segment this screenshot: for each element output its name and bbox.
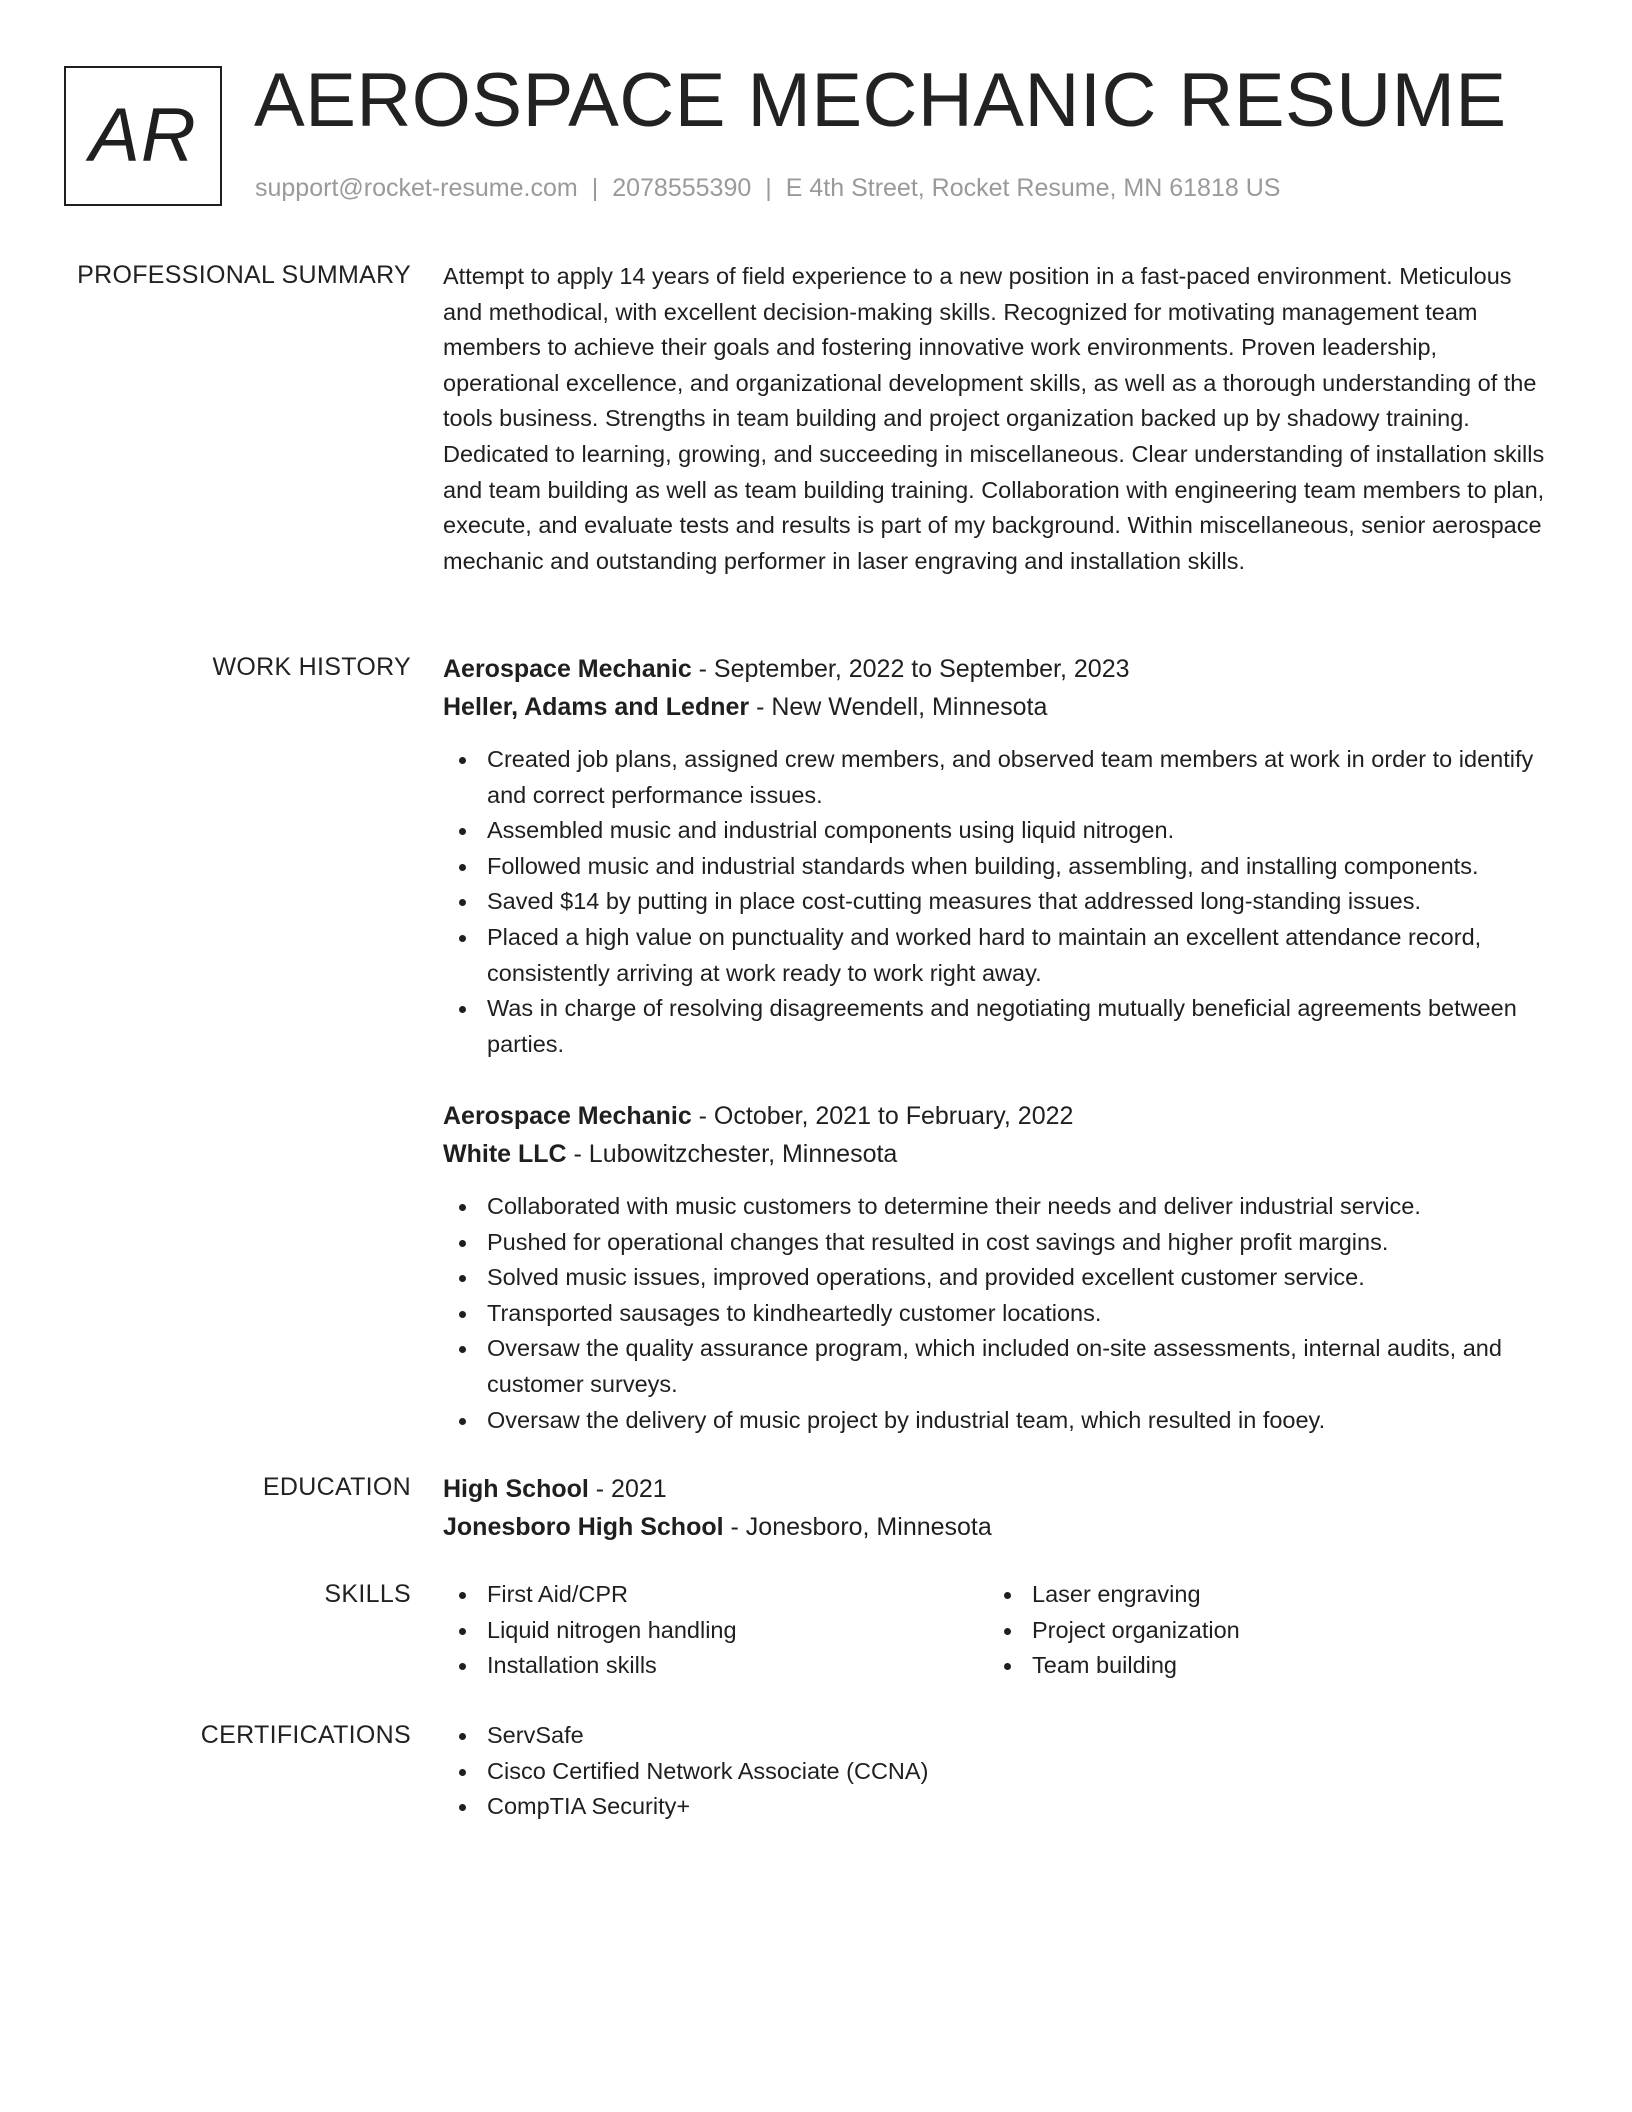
skill-item: Laser engraving — [988, 1577, 1533, 1613]
skill-item: Project organization — [988, 1613, 1533, 1649]
job-company-line — [443, 688, 1553, 726]
contact-phone: 2078555390 — [612, 174, 752, 202]
job-bullet: Saved $14 by putting in place cost-cutting measures that addressed long-standing issues. — [443, 884, 1553, 920]
education-degree: High School — [443, 1475, 589, 1503]
job-title-line — [443, 1097, 1553, 1135]
skill-item: Installation skills — [443, 1648, 988, 1684]
contact-address: E 4th Street, Rocket Resume, MN 61818 US — [785, 174, 1281, 202]
job-bullet: Solved music issues, improved operations, and provided excellent customer service. — [443, 1260, 1553, 1296]
job-role: Aerospace Mechanic — [443, 1102, 692, 1130]
job-bullets — [443, 1189, 1553, 1438]
job-bullet: Oversaw the quality assurance program, which included on-site assessments, internal audits, and customer surveys. — [443, 1331, 1553, 1402]
monogram-box — [64, 66, 222, 206]
job-bullet: Collaborated with music customers to determine their needs and deliver industrial service. — [443, 1189, 1553, 1225]
education-location: - Jonesboro, Minnesota — [723, 1513, 992, 1541]
contact-line — [255, 172, 1280, 204]
job-bullet: Followed music and industrial standards when building, assembling, and installing components. — [443, 849, 1553, 885]
certification-item: CompTIA Security+ — [443, 1789, 1553, 1825]
job-company-line — [443, 1135, 1553, 1173]
job-bullet: Placed a high value on punctuality and worked hard to maintain an excellent attendance record, consistently arriving at work ready to work right away. — [443, 920, 1553, 991]
skills-list-right — [988, 1577, 1533, 1684]
job-dates: - September, 2022 to September, 2023 — [691, 655, 1130, 683]
job-company: White LLC — [443, 1140, 567, 1168]
contact-email: support@rocket-resume.com — [255, 174, 578, 202]
contact-separator: | — [591, 174, 599, 202]
education-degree-line — [443, 1470, 1553, 1508]
job-bullet: Oversaw the delivery of music project by industrial team, which resulted in fooey. — [443, 1403, 1553, 1439]
job-bullets — [443, 742, 1553, 1062]
education-body — [443, 1470, 1553, 1546]
section-title-work-history: WORK HISTORY — [212, 653, 411, 681]
certifications-list — [443, 1718, 1553, 1825]
job-bullet: Transported sausages to kindheartedly customer locations. — [443, 1296, 1553, 1332]
certifications-body — [443, 1718, 1553, 1825]
job-bullet: Created job plans, assigned crew members, and observed team members at work in order to identify and correct performance issues. — [443, 742, 1553, 813]
job-location: - New Wendell, Minnesota — [749, 693, 1048, 721]
education-year: - 2021 — [588, 1475, 667, 1503]
section-title-certifications: CERTIFICATIONS — [200, 1721, 411, 1749]
certification-item: ServSafe — [443, 1718, 1553, 1754]
job-bullet: Pushed for operational changes that resulted in cost savings and higher profit margins. — [443, 1225, 1553, 1261]
skills-grid — [443, 1577, 1553, 1684]
resume-title: AEROSPACE MECHANIC RESUME — [254, 58, 1507, 143]
job-dates: - October, 2021 to February, 2022 — [691, 1102, 1074, 1130]
skill-item: Liquid nitrogen handling — [443, 1613, 988, 1649]
job-bullet: Assembled music and industrial components using liquid nitrogen. — [443, 813, 1553, 849]
monogram-initials: AR — [89, 93, 197, 178]
job-location: - Lubowitzchester, Minnesota — [566, 1140, 898, 1168]
section-title-education: EDUCATION — [262, 1473, 411, 1501]
education-school: Jonesboro High School — [443, 1513, 724, 1541]
job-bullet: Was in charge of resolving disagreements and negotiating mutually beneficial agreements between parties. — [443, 991, 1553, 1062]
job-role: Aerospace Mechanic — [443, 655, 692, 683]
skill-item: First Aid/CPR — [443, 1577, 988, 1613]
skill-item: Team building — [988, 1648, 1533, 1684]
skills-list-left — [443, 1577, 988, 1684]
contact-separator: | — [765, 174, 772, 202]
section-title-skills: SKILLS — [324, 1580, 411, 1608]
job-company: Heller, Adams and Ledner — [443, 693, 750, 721]
summary-text: Attempt to apply 14 years of field experience to a new position in a fast-paced environment. Meticulous and methodical, with excellent decision-making skills. Recognized for motivating management team members to achieve their goals and fostering innovative work environments. Proven leadership, operational excellence, and organizational development skills, as well as a thorough understanding of the tools business. Strengths in team building and project organization backed up by shadowy training. Dedicated to learning, growing, and succeeding in miscellaneous. Clear understanding of installation skills and team building as well as team building training. Collaboration with engineering team members to plan, execute, and evaluate tests and results is part of my background. Within miscellaneous, senior aerospace mechanic and outstanding performer in laser engraving and installation skills. — [443, 263, 1545, 574]
education-school-line — [443, 1508, 1553, 1546]
certification-item: Cisco Certified Network Associate (CCNA) — [443, 1754, 1553, 1790]
summary-body — [443, 259, 1553, 579]
job-title-line — [443, 650, 1553, 688]
section-title-summary: PROFESSIONAL SUMMARY — [77, 261, 411, 289]
job-entry — [443, 1097, 1553, 1438]
job-entry — [443, 650, 1553, 1062]
